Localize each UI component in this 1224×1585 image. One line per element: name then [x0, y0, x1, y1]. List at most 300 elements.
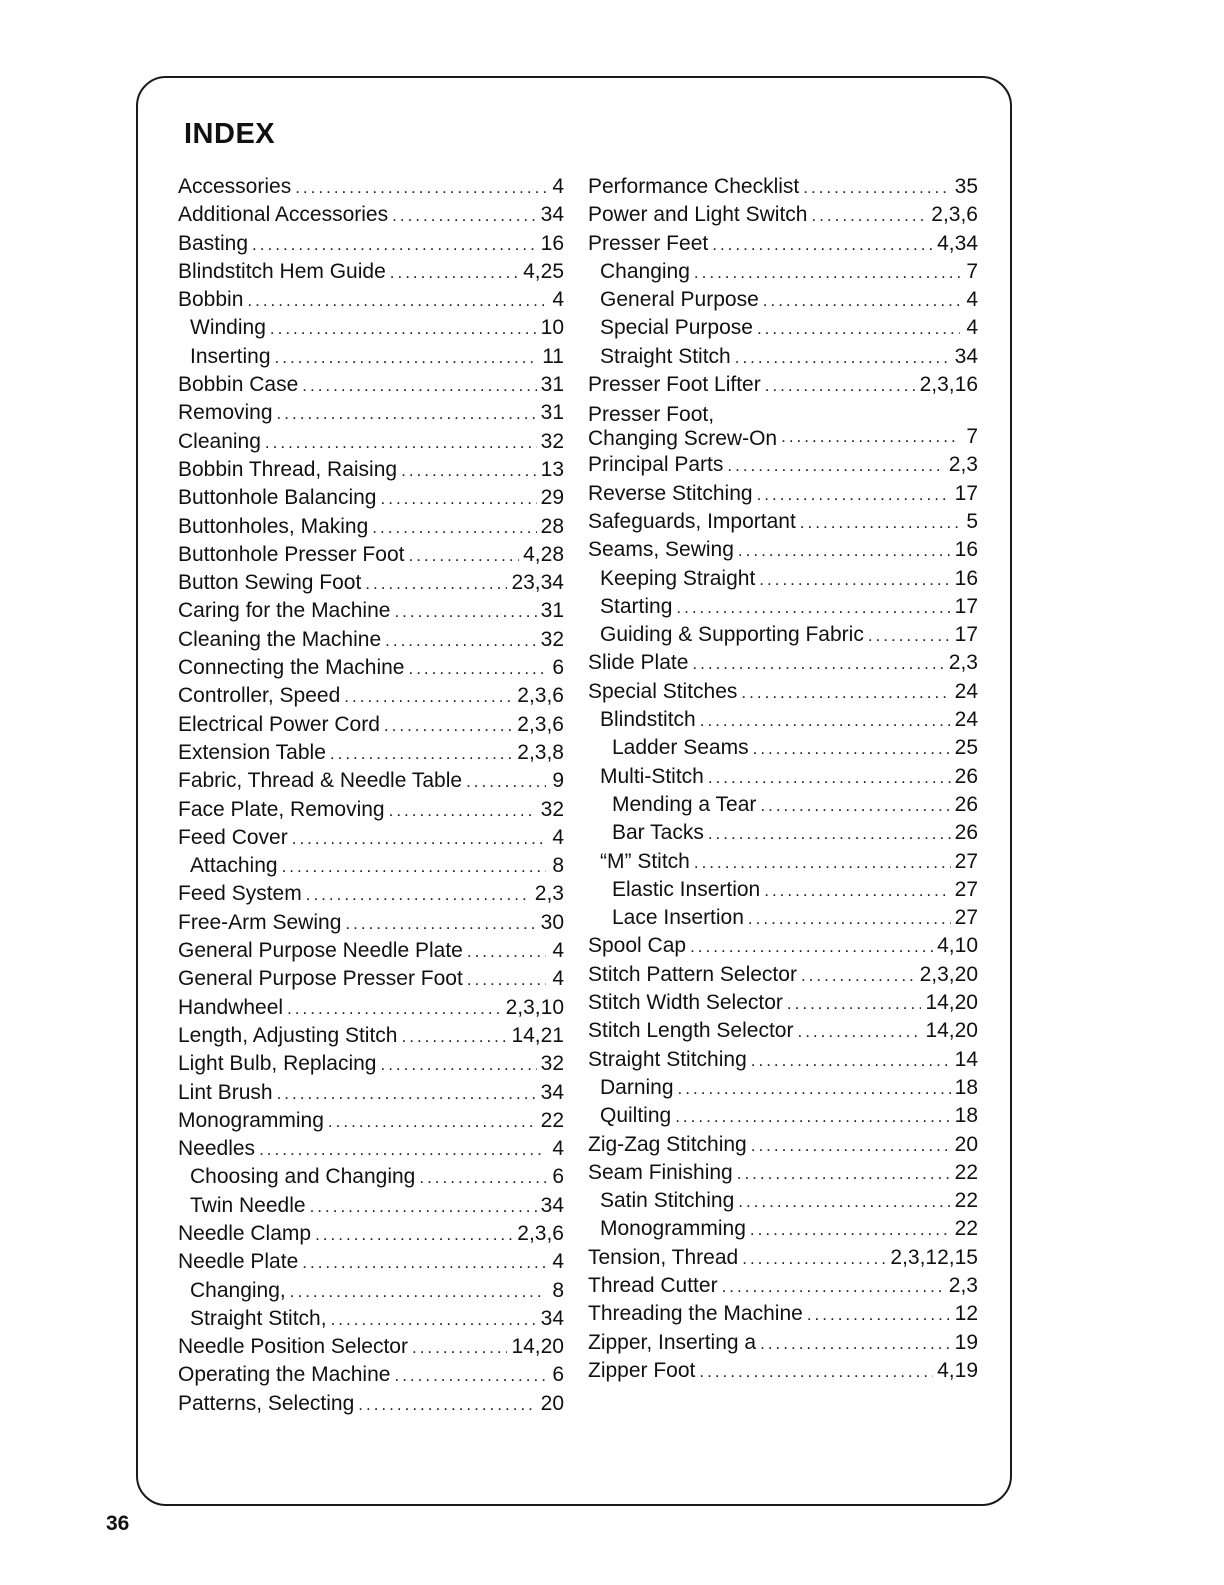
index-entry	[588, 1074, 978, 1102]
index-entry-label: Stitch Width Selector	[588, 991, 783, 1015]
index-entry-label: Controller, Speed	[178, 684, 341, 708]
index-entry-pages: 4	[552, 175, 564, 198]
index-entry-pages: 28	[540, 514, 564, 538]
dot-leader	[738, 1188, 950, 1216]
index-entry-label: Face Plate, Removing	[178, 797, 385, 821]
index-entry-pages: 4,10	[937, 934, 978, 958]
dot-leader	[741, 679, 950, 707]
index-entry-label: Twin Needle	[190, 1193, 306, 1217]
index-entry-label: Seam Finishing	[588, 1160, 733, 1184]
index-entry-pages: 2,3,8	[517, 740, 564, 764]
index-entry	[178, 1079, 564, 1107]
dot-leader	[757, 315, 960, 343]
dot-leader	[365, 570, 507, 598]
index-entry-label: Presser Feet	[588, 231, 709, 255]
index-entry	[178, 484, 564, 512]
index-entry-pages: 19	[954, 1330, 978, 1354]
index-entry	[178, 371, 564, 399]
dot-leader	[372, 514, 536, 542]
index-entry	[178, 711, 564, 739]
index-entry	[178, 597, 564, 625]
index-entry-pages: 7	[966, 425, 978, 449]
index-entry-label: Changing	[600, 259, 690, 283]
dot-leader	[310, 1193, 537, 1221]
index-entry-pages: 14,20	[925, 1019, 978, 1043]
index-entry-pages: 31	[540, 401, 564, 425]
index-entry-label: Reverse Stitching	[588, 481, 753, 505]
index-entry-label: Quilting	[600, 1104, 672, 1128]
index-entry	[178, 1390, 564, 1418]
index-entry	[588, 565, 978, 593]
dot-leader	[811, 202, 927, 230]
dot-leader	[247, 287, 546, 315]
index-entry-pages: 16	[954, 538, 978, 562]
index-entry-pages: 27	[954, 849, 978, 873]
index-entry-label: Extension Table	[178, 740, 326, 764]
index-entry-pages: 14	[954, 1047, 978, 1071]
dot-leader	[412, 1334, 507, 1362]
dot-leader	[466, 768, 546, 796]
index-entry-label: Monogramming	[600, 1217, 746, 1241]
index-entry-pages: 14,20	[925, 991, 978, 1015]
index-entry	[588, 678, 978, 706]
dot-leader	[803, 174, 950, 202]
index-entry-pages: 7	[966, 259, 978, 283]
index-entry-label: Fabric, Thread & Needle Table	[178, 769, 463, 793]
dot-leader	[467, 938, 546, 966]
index-entry-pages: 14,21	[511, 1023, 564, 1047]
dot-leader	[757, 481, 951, 509]
index-entry-label: General Purpose	[600, 288, 759, 312]
dot-leader	[467, 966, 546, 994]
dot-leader	[259, 1136, 546, 1164]
dot-leader	[344, 683, 513, 711]
index-entry	[588, 258, 978, 286]
index-entry-label: Button Sewing Foot	[178, 571, 362, 595]
index-entry	[588, 201, 978, 229]
dot-leader	[742, 1245, 886, 1273]
index-entry-label: Guiding & Supporting Fabric	[600, 623, 864, 647]
index-entry-pages: 4	[552, 939, 564, 963]
index-entry	[178, 1163, 564, 1191]
index-entry	[588, 1046, 978, 1074]
index-entry	[178, 965, 564, 993]
dot-leader	[787, 990, 922, 1018]
dot-leader	[678, 1075, 951, 1103]
index-entry-label: Blindstitch Hem Guide	[178, 259, 386, 283]
index-entry-label: Needle Position Selector	[178, 1335, 408, 1359]
index-entry-label: Spool Cap	[588, 934, 687, 958]
index-entry	[178, 824, 564, 852]
index-entry-pages: 34	[954, 344, 978, 368]
index-entry-pages: 4	[552, 825, 564, 849]
index-entry-pages: 8	[552, 854, 564, 878]
dot-leader	[750, 1216, 951, 1244]
index-entry	[178, 258, 564, 286]
dot-leader	[690, 933, 933, 961]
index-entry	[588, 1244, 978, 1272]
dot-leader	[700, 707, 951, 735]
dot-leader	[381, 485, 537, 513]
index-entry-pages: 6	[552, 1363, 564, 1387]
index-entry-pages: 2,3	[534, 882, 564, 906]
index-entry	[588, 961, 978, 989]
dot-leader	[384, 712, 513, 740]
index-entry	[588, 989, 978, 1017]
index-entry	[588, 1131, 978, 1159]
dot-leader	[408, 655, 546, 683]
index-entry-pages: 4	[552, 967, 564, 991]
index-entry-label: Choosing and Changing	[190, 1165, 416, 1189]
index-entry-pages: 5	[966, 509, 978, 533]
index-entry-pages: 26	[954, 792, 978, 816]
index-entry	[178, 1220, 564, 1248]
index-entry-pages: 2,3	[948, 651, 978, 675]
dot-leader	[800, 509, 960, 537]
index-entry-label: Light Bulb, Replacing	[178, 1052, 377, 1076]
index-entry-pages: 4,34	[937, 231, 978, 255]
dot-leader	[330, 740, 513, 768]
dot-leader	[763, 287, 960, 315]
dot-leader	[265, 429, 537, 457]
index-entry-label: Lace Insertion	[612, 906, 744, 930]
index-entry	[178, 201, 564, 229]
index-entry-label: Winding	[190, 316, 266, 340]
index-entry	[588, 819, 978, 847]
index-entry-label: Lint Brush	[178, 1080, 273, 1104]
dot-leader	[708, 764, 951, 792]
index-entry-pages: 27	[954, 906, 978, 930]
index-entry	[588, 508, 978, 536]
index-entry-label: Inserting	[190, 344, 271, 368]
index-entry	[178, 569, 564, 597]
index-entry-label: Bobbin Thread, Raising	[178, 457, 398, 481]
index-entry	[178, 399, 564, 427]
index-entry-label: Accessories	[178, 175, 292, 198]
index-entry	[588, 480, 978, 508]
index-entry-pages: 4	[966, 288, 978, 312]
index-entry-label: Keeping Straight	[600, 566, 756, 590]
dot-leader	[753, 735, 951, 763]
index-entry-label: Attaching	[190, 854, 278, 878]
dot-leader	[699, 1358, 933, 1386]
index-entry-pages: 23,34	[511, 571, 564, 595]
index-entry-pages: 26	[954, 821, 978, 845]
index-entry-label: Bobbin Case	[178, 373, 299, 397]
index-entry	[588, 791, 978, 819]
index-entry-label: Starting	[600, 594, 673, 618]
index-entry	[588, 371, 978, 399]
index-entry-label: Principal Parts	[588, 453, 724, 477]
index-entry-pages: 4,25	[523, 259, 564, 283]
dot-leader	[722, 1273, 945, 1301]
dot-leader	[394, 598, 536, 626]
dot-leader	[380, 1051, 536, 1079]
index-entry-pages: 2,3,6	[517, 684, 564, 708]
index-column-left	[178, 173, 564, 1418]
index-entry-pages: 2,3,6	[931, 203, 978, 227]
index-entry	[178, 1022, 564, 1050]
index-entry-label: Zipper Foot	[588, 1358, 696, 1382]
index-entry-label: Connecting the Machine	[178, 656, 405, 680]
index-entry-label: Straight Stitch	[600, 344, 731, 368]
index-entry	[178, 1248, 564, 1276]
index-entry-pages: 4,19	[937, 1358, 978, 1382]
index-entry-pages: 31	[540, 373, 564, 397]
index-entry-label: General Purpose Needle Plate	[178, 939, 463, 963]
index-entry-pages: 16	[540, 231, 564, 255]
dot-leader	[760, 792, 950, 820]
dot-leader	[277, 1080, 537, 1108]
index-entry-pages: 2,3	[948, 1273, 978, 1297]
index-entry-pages: 17	[954, 594, 978, 618]
index-entry-label: Bobbin	[178, 288, 244, 312]
index-entry	[588, 1017, 978, 1045]
index-entry-pages: 4	[552, 1137, 564, 1161]
index-entry-pages: 17	[954, 623, 978, 647]
dot-leader	[676, 594, 950, 622]
index-entry	[178, 428, 564, 456]
index-entry-pages: 2,3,6	[517, 1221, 564, 1245]
index-entry	[178, 1135, 564, 1163]
index-entry-label: Changing,	[190, 1278, 286, 1302]
index-entry-pages: 34	[540, 203, 564, 227]
index-entry-label: Zig-Zag Stitching	[588, 1132, 747, 1156]
index-entry-label	[588, 403, 777, 451]
index-entry-pages: 14,20	[511, 1335, 564, 1359]
index-entry-pages: 4	[552, 1250, 564, 1274]
index-entry-pages: 26	[954, 764, 978, 788]
index-entry-pages: 10	[540, 316, 564, 340]
index-entry	[178, 852, 564, 880]
dot-leader	[797, 1018, 921, 1046]
index-entry-pages: 34	[540, 1306, 564, 1330]
index-entry	[178, 230, 564, 258]
index-entry	[178, 654, 564, 682]
index-entry-label: Needles	[178, 1137, 256, 1161]
index-entry	[588, 932, 978, 960]
index-entry-label: Buttonhole Presser Foot	[178, 542, 405, 566]
index-entry	[178, 994, 564, 1022]
dot-leader	[781, 423, 960, 451]
index-entry-label: Zipper, Inserting a	[588, 1330, 757, 1354]
index-entry-label: “M” Stitch	[600, 849, 690, 873]
index-entry-pages: 32	[540, 1052, 564, 1076]
dot-leader	[328, 1108, 537, 1136]
dot-leader	[735, 344, 951, 372]
index-entry-pages: 2,3,20	[919, 962, 978, 986]
dot-leader	[712, 231, 933, 259]
dot-leader	[868, 622, 951, 650]
index-entry	[178, 1050, 564, 1078]
dot-leader	[385, 627, 537, 655]
index-entry	[178, 796, 564, 824]
dot-leader	[287, 995, 502, 1023]
index-title: INDEX	[184, 118, 276, 150]
index-entry	[178, 880, 564, 908]
index-entry-label: Needle Plate	[178, 1250, 299, 1274]
index-entry-label: Bar Tacks	[612, 821, 704, 845]
index-entry	[178, 286, 564, 314]
index-entry	[178, 1361, 564, 1389]
index-entry	[588, 1357, 978, 1385]
index-entry	[588, 286, 978, 314]
index-entry-pages: 30	[540, 910, 564, 934]
index-entry-pages: 6	[552, 1165, 564, 1189]
index-entry-pages: 12	[954, 1302, 978, 1326]
dot-leader	[315, 1221, 513, 1249]
index-entry	[588, 876, 978, 904]
index-entry-label: Satin Stitching	[600, 1189, 735, 1213]
index-entry-pages: 31	[540, 599, 564, 623]
index-entry	[588, 230, 978, 258]
dot-leader	[302, 372, 536, 400]
index-entry-pages: 24	[954, 708, 978, 732]
dot-leader	[694, 259, 960, 287]
dot-leader	[727, 452, 944, 480]
index-entry	[588, 451, 978, 479]
index-entry-label: Blindstitch	[600, 708, 696, 732]
index-entry	[588, 173, 978, 201]
index-entry-pages: 22	[954, 1189, 978, 1213]
index-entry	[178, 739, 564, 767]
index-entry-pages: 22	[540, 1108, 564, 1132]
index-entry-pages: 16	[954, 566, 978, 590]
index-entry-label: Electrical Power Cord	[178, 712, 380, 736]
dot-leader	[392, 202, 537, 230]
index-entry	[588, 706, 978, 734]
index-entry-label-line1: Presser Foot,	[588, 403, 715, 427]
index-entry-label: Ladder Seams	[612, 736, 749, 760]
index-entry	[178, 1192, 564, 1220]
index-entry-pages: 25	[954, 736, 978, 760]
index-entry-pages: 32	[540, 429, 564, 453]
dot-leader	[302, 1249, 546, 1277]
index-entry	[178, 937, 564, 965]
dot-leader	[765, 372, 916, 400]
index-entry-pages: 4,28	[523, 542, 564, 566]
index-entry-pages: 9	[552, 769, 564, 793]
index-entry-label: Performance Checklist	[588, 175, 800, 198]
dot-leader	[390, 259, 519, 287]
dot-leader	[270, 315, 537, 343]
index-entry	[588, 1159, 978, 1187]
index-entry-pages: 34	[540, 1080, 564, 1104]
index-entry	[588, 621, 978, 649]
index-entry-pages: 11	[542, 344, 564, 368]
index-entry-label: Feed System	[178, 882, 302, 906]
dot-leader	[306, 881, 531, 909]
index-entry-label: Straight Stitching	[588, 1047, 747, 1071]
index-entry-label: Multi-Stitch	[600, 764, 704, 788]
index-entry-label: Feed Cover	[178, 825, 288, 849]
index-entry-label: Removing	[178, 401, 273, 425]
dot-leader	[694, 849, 951, 877]
dot-leader	[282, 853, 546, 881]
index-entry	[178, 1277, 564, 1305]
dot-leader	[419, 1164, 546, 1192]
index-entry-label: Slide Plate	[588, 651, 689, 675]
index-entry	[588, 763, 978, 791]
index-entry	[178, 513, 564, 541]
index-entry-pages: 18	[954, 1104, 978, 1128]
index-entry-label: Mending a Tear	[612, 792, 757, 816]
index-entry	[588, 593, 978, 621]
index-entry	[588, 1329, 978, 1357]
index-entry-label: Operating the Machine	[178, 1363, 391, 1387]
index-entry-label: Cleaning	[178, 429, 261, 453]
index-entry-pages: 13	[540, 457, 564, 481]
index-entry	[588, 1102, 978, 1130]
dot-leader	[764, 877, 950, 905]
index-entry	[178, 456, 564, 484]
index-entry-label: Darning	[600, 1075, 674, 1099]
dot-leader	[295, 174, 546, 202]
index-entry-pages: 32	[540, 627, 564, 651]
index-entry-pages: 4	[552, 288, 564, 312]
index-entry-pages: 18	[954, 1075, 978, 1099]
index-entry-pages: 35	[954, 175, 978, 198]
index-column-right	[588, 173, 978, 1385]
index-entry	[178, 343, 564, 371]
dot-leader	[708, 820, 951, 848]
dot-leader	[252, 231, 537, 259]
index-entry	[588, 343, 978, 371]
dot-leader	[401, 457, 537, 485]
index-entry-label: Cleaning the Machine	[178, 627, 382, 651]
index-entry-label: Threading the Machine	[588, 1302, 803, 1326]
index-entry-label-line2: Changing Screw-On	[588, 427, 778, 451]
dot-leader	[389, 797, 537, 825]
index-entry-pages: 2,3,16	[919, 373, 978, 397]
index-entry	[588, 1272, 978, 1300]
index-entry-pages: 17	[954, 481, 978, 505]
index-entry-pages: 32	[540, 797, 564, 821]
index-entry-pages: 22	[954, 1160, 978, 1184]
index-entry-pages: 2,3	[948, 453, 978, 477]
index-entry-label: Elastic Insertion	[612, 877, 761, 901]
dot-leader	[807, 1301, 951, 1329]
index-entry	[588, 399, 978, 451]
index-entry	[588, 904, 978, 932]
dot-leader	[277, 400, 537, 428]
dot-leader	[759, 566, 950, 594]
index-entry	[178, 1333, 564, 1361]
index-entry-pages: 2,3,10	[505, 995, 564, 1019]
index-entry	[178, 626, 564, 654]
index-entry-label: Special Stitches	[588, 679, 738, 703]
index-entry-pages: 6	[552, 656, 564, 680]
index-entry-pages: 24	[954, 679, 978, 703]
index-entry-pages: 20	[954, 1132, 978, 1156]
index-entry-label: Power and Light Switch	[588, 203, 808, 227]
index-entry	[178, 541, 564, 569]
index-entry-label: Patterns, Selecting	[178, 1391, 355, 1415]
index-entry-pages: 4	[966, 316, 978, 340]
index-entry-label: Buttonholes, Making	[178, 514, 369, 538]
index-entry-pages: 20	[540, 1391, 564, 1415]
page-number: 36	[106, 1512, 130, 1535]
dot-leader	[738, 537, 951, 565]
index-entry-pages: 22	[954, 1217, 978, 1241]
index-entry-label: Thread Cutter	[588, 1273, 718, 1297]
index-entry	[588, 1215, 978, 1243]
dot-leader	[345, 910, 536, 938]
dot-leader	[331, 1306, 537, 1334]
dot-leader	[748, 905, 951, 933]
index-entry	[588, 1187, 978, 1215]
dot-leader	[737, 1160, 951, 1188]
